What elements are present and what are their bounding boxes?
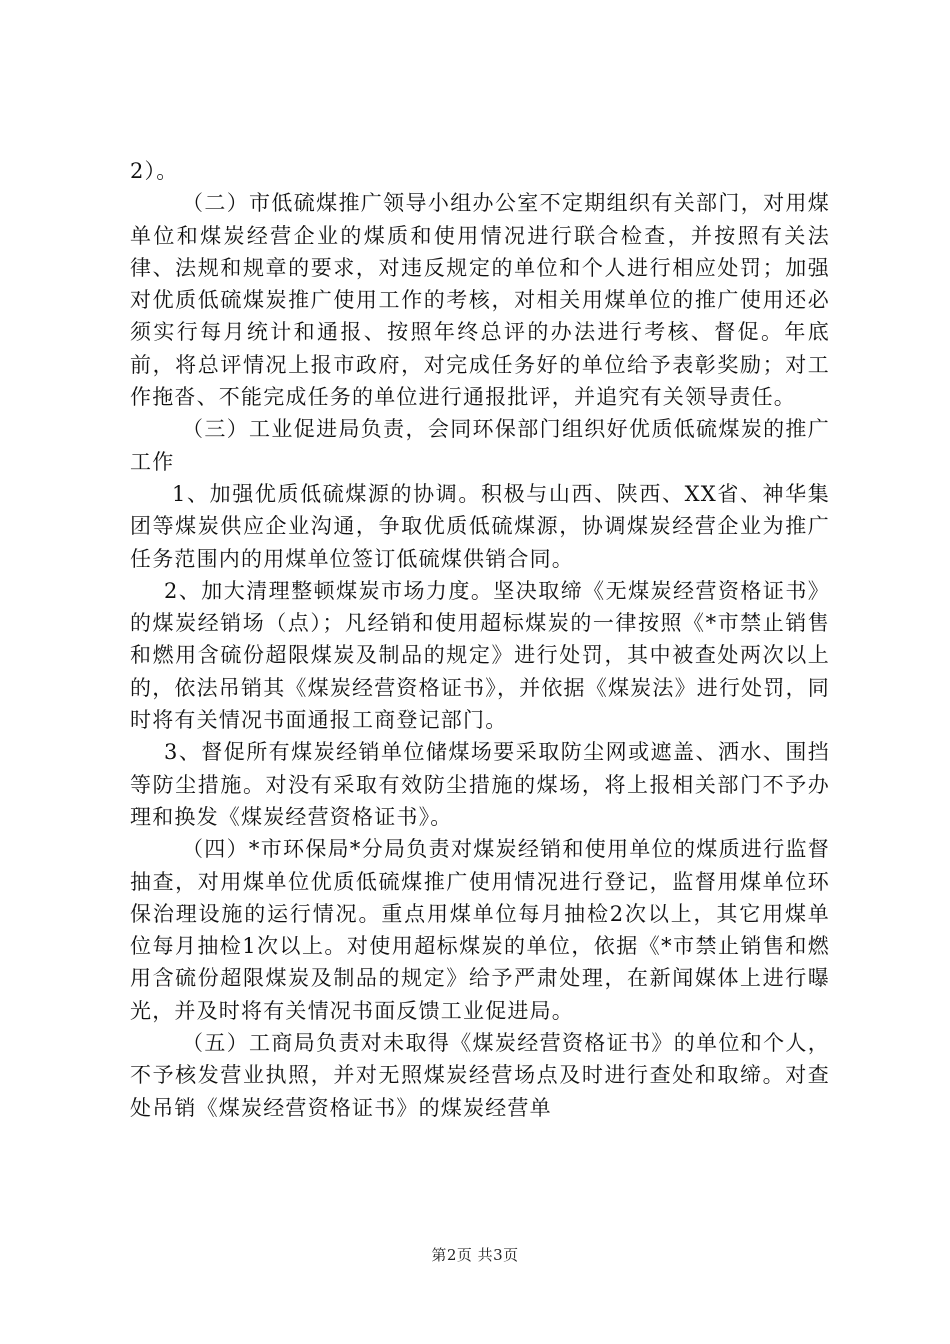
document-body (130, 155, 830, 1124)
paragraph-continuation: 2）。 (130, 159, 179, 183)
paragraph-item-1: 1、加强优质低硫煤源的协调。积极与山西、陕西、XX省、神华集团等煤炭供应企业沟通，争取优质低硫煤源，协调煤炭经营企业为推广任务范围内的用煤单位签订低硫煤供销合同。 (130, 481, 830, 571)
paragraph-item-2: 2、加大清理整顿煤炭市场力度。坚决取缔《无煤炭经营资格证书》的煤炭经销场（点）；凡经销和使用超标煤炭的一律按照《*市禁止销售和燃用含硫份超限煤炭及制品的规定》进行处罚，其中被查处两次以上的，依法吊销其《煤炭经营资格证书》，并依据《煤炭法》进行处罚，同时将有关情况书面通报工商登记部门。 (130, 578, 830, 733)
paragraph-section-4: （四）*市环保局*分局负责对煤炭经销和使用单位的煤质进行监督抽查，对用煤单位优质低硫煤推广使用情况进行登记，监督用煤单位环保治理设施的运行情况。重点用煤单位每月抽检2次以上，其它用煤单位每月抽检1次以上。对使用超标煤炭的单位，依据《*市禁止销售和燃用含硫份超限煤炭及制品的规定》给予严肃处理，在新闻媒体上进行曝光，并及时将有关情况书面反馈工业促进局。 (130, 837, 830, 1023)
paragraph-section-5: （五）工商局负责对未取得《煤炭经营资格证书》的单位和个人，不予核发营业执照，并对无照煤炭经营场点及时进行查处和取缔。对查处吊销《煤炭经营资格证书》的煤炭经营单 (130, 1031, 830, 1120)
paragraph-item-3: 3、督促所有煤炭经销单位储煤场要采取防尘网或遮盖、洒水、围挡等防尘措施。对没有采取有效防尘措施的煤场，将上报相关部门不予办理和换发《煤炭经营资格证书》。 (130, 740, 830, 829)
page-footer: 第2页 共3页 (431, 1246, 519, 1264)
paragraph-section-3: （三）工业促进局负责，会同环保部门组织好优质低硫煤炭的推广工作 (130, 417, 830, 474)
paragraph-section-2: （二）市低硫煤推广领导小组办公室不定期组织有关部门，对用煤单位和煤炭经营企业的煤质和使用情况进行联合检查，并按照有关法律、法规和规章的要求，对违反规定的单位和个人进行相应处罚；加强对优质低硫煤炭推广使用工作的考核，对相关用煤单位的推广使用还必须实行每月统计和通报、按照年终总评的办法进行考核、督促。年底前，将总评情况上报市政府，对完成任务好的单位给予表彰奖励；对工作拖沓、不能完成任务的单位进行通报批评，并追究有关领导责任。 (130, 191, 830, 410)
